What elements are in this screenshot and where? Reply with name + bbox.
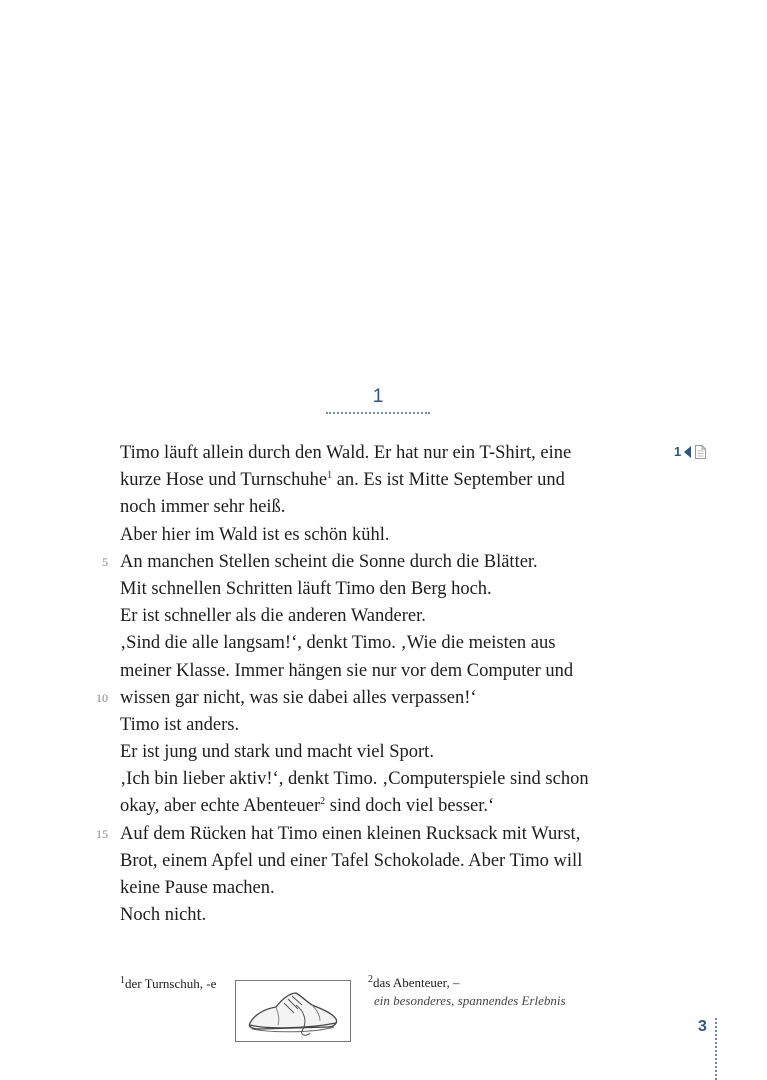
- footnote-1-term: der Turnschuh, -e: [125, 976, 217, 991]
- text-line: [120, 576, 660, 603]
- footnote-2: [368, 974, 566, 1010]
- text-line: [120, 630, 660, 657]
- story-text: [96, 440, 660, 929]
- text-segment: Er ist jung und stark und macht viel Sport.: [120, 742, 434, 763]
- chapter-number: 1: [372, 386, 384, 407]
- page-number: 3: [698, 1018, 707, 1035]
- text-segment: okay, aber echte Abenteuer: [120, 796, 321, 817]
- text-line: [120, 440, 660, 467]
- text-segment: noch immer sehr heiß.: [120, 497, 286, 518]
- footnote-2-definition: ein besonderes, spannendes Erlebnis: [374, 993, 566, 1008]
- sneaker-illustration: [235, 980, 351, 1042]
- text-line: [120, 522, 660, 549]
- text-segment: keine Pause machen.: [120, 878, 275, 898]
- text-segment: Er ist schneller als die anderen Wanderer.: [120, 606, 426, 627]
- footnote-1-mark: 1: [120, 975, 125, 986]
- footnote-reference: 2: [320, 796, 326, 808]
- text-segment: Aber hier im Wald ist es schön kühl.: [120, 524, 390, 545]
- document-icon: [695, 445, 706, 459]
- text-segment: Brot, einem Apfel und einer Tafel Schokolade. Aber Timo will: [120, 850, 583, 871]
- text-line: [120, 902, 660, 929]
- text-line: [120, 712, 660, 739]
- audio-track-number: 1: [674, 444, 682, 459]
- text-line: [120, 739, 660, 766]
- text-segment: ‚Sind die alle langsam!‘, denkt Timo. ‚Wie die meisten aus: [120, 633, 556, 654]
- audio-track-marker[interactable]: [674, 444, 706, 459]
- text-segment: Timo ist anders.: [120, 714, 240, 735]
- footnote-2-term: das Abenteuer, –: [373, 975, 460, 990]
- text-segment: Mit schnellen Schritten läuft Timo den Berg hoch.: [120, 578, 492, 599]
- text-segment: sind doch viel besser.‘: [325, 796, 495, 817]
- text-line: [120, 494, 660, 521]
- text-line: [120, 875, 660, 902]
- text-line: [96, 821, 660, 848]
- text-segment: wissen gar nicht, was sie dabei alles verpassen!‘: [120, 687, 477, 708]
- text-segment: meiner Klasse. Immer hängen sie nur vor dem Computer und: [120, 660, 574, 681]
- text-segment: an. Es ist Mitte September und: [332, 470, 565, 491]
- line-number: 10: [96, 690, 108, 705]
- footnote-1: [120, 976, 216, 992]
- text-segment: ‚Ich bin lieber aktiv!‘, denkt Timo. ‚Computerspiele sind schon: [120, 769, 589, 790]
- text-line: [120, 467, 660, 494]
- text-line: [120, 766, 660, 793]
- text-line: [120, 603, 660, 630]
- text-segment: Noch nicht.: [120, 905, 207, 926]
- text-line: [96, 685, 660, 712]
- text-segment: Auf dem Rücken hat Timo einen kleinen Rucksack mit Wurst,: [120, 823, 581, 844]
- text-line: [120, 793, 660, 820]
- footnote-2-mark: 2: [368, 974, 373, 985]
- line-number: 5: [102, 554, 108, 569]
- chapter-divider: [326, 412, 430, 414]
- play-left-icon: [684, 446, 692, 458]
- sneaker-icon: [236, 981, 350, 1041]
- text-segment: An manchen Stellen scheint die Sonne durch die Blätter.: [120, 551, 538, 572]
- text-line: [102, 549, 660, 576]
- text-line: [120, 658, 660, 685]
- text-segment: kurze Hose und Turnschuhe: [120, 470, 328, 491]
- footnote-reference: 1: [327, 470, 333, 482]
- line-number: 15: [96, 826, 108, 841]
- page-edge-rule: [715, 1018, 717, 1080]
- text-line: [120, 848, 660, 875]
- text-segment: Timo läuft allein durch den Wald. Er hat nur ein T-Shirt, eine: [120, 443, 572, 463]
